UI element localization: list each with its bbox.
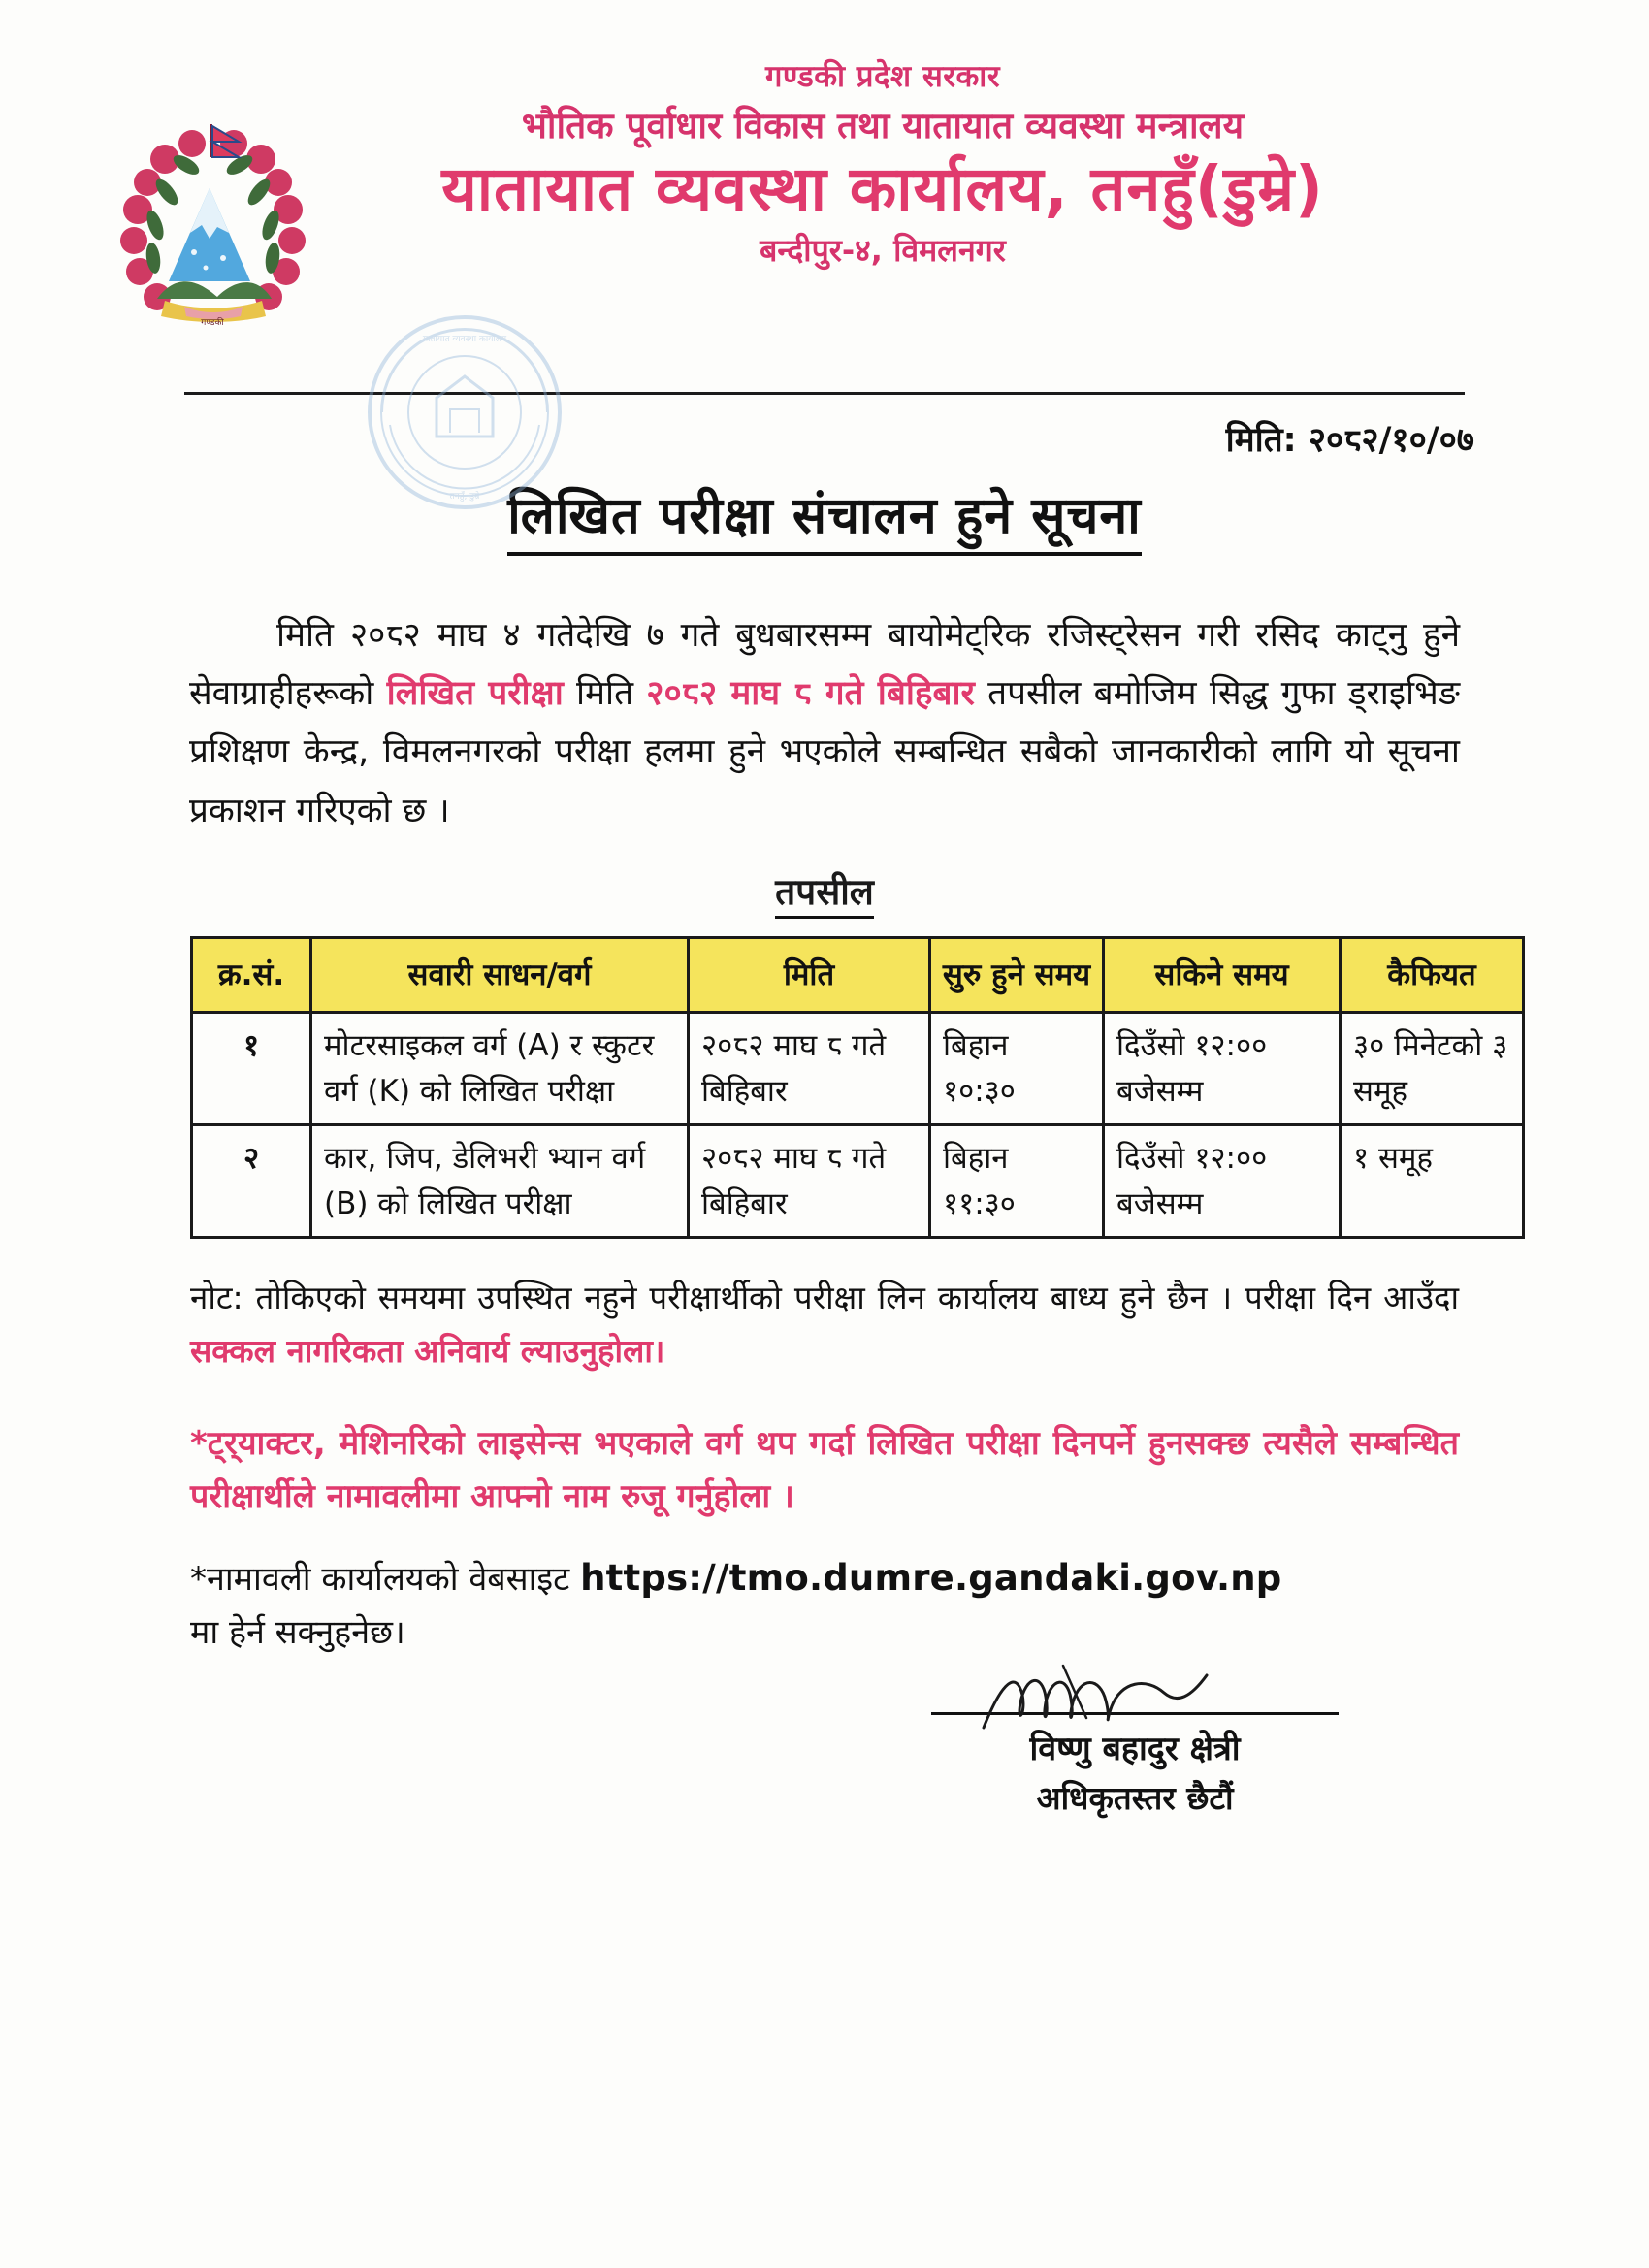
cell-vehicle: मोटरसाइकल वर्ग (A) र स्कुटर वर्ग (K) को लिखित परीक्षा xyxy=(311,1013,689,1125)
column-header-start: सुरु हुने समय xyxy=(930,937,1104,1013)
paragraph-part-1: मिति २०८२ माघ ४ गतेदेखि ७ गते बुधबारसम्म बायोमेट्रिक रजिस्ट्रेसन गरी रसिद काट्नु हुने सेवाग्राहीहरूको xyxy=(189,616,1460,714)
paragraph-part-3: तपसील बमोजिम सिद्ध गुफा ड्राइभिङ प्रशिक्षण केन्द्र, विमलनगरको परीक्षा हलमा हुने भएकोले सम्बन्धित सबैको जानकारीको लागि यो सूचना प्रकाशन गरिएको छ । xyxy=(189,674,1460,830)
signatory-name: विष्णु बहादुर क्षेत्री xyxy=(1029,1729,1241,1768)
paragraph-highlight-exam-date: २०८२ माघ ८ गते बिहिबार xyxy=(646,674,975,714)
column-header-sn: क्र.सं. xyxy=(192,937,311,1013)
note-attendance-text: नोट: तोकिएको समयमा उपस्थित नहुने परीक्षार्थीको परीक्षा लिन कार्यालय बाध्य हुने छैन । परीक्षा दिन आउँदा xyxy=(190,1279,1459,1317)
table-row xyxy=(192,1013,1524,1125)
svg-text:गण्डकी: गण्डकी xyxy=(201,318,224,328)
paragraph-part-2: मिति xyxy=(563,674,647,714)
cell-vehicle: कार, जिप, डेलिभरी भ्यान वर्ग (B) को लिखित परीक्षा xyxy=(311,1125,689,1238)
schedule-table xyxy=(190,936,1525,1240)
note-tractor-machinery: *ट्र्याक्टर, मेशिनरिको लाइसेन्स भएकाले वर्ग थप गर्दा लिखित परीक्षा दिनपर्ने हुनसक्छ त्यसैले सम्बन्धित परीक्षार्थीले नामावलीमा आफ्नो नाम रुजू गर्नुहोला । xyxy=(190,1423,1459,1516)
signature-block xyxy=(0,1712,1649,1823)
cell-remarks: ३० मिनेटको ३ समूह xyxy=(1341,1013,1524,1125)
svg-text:यातायात व्यवस्था कार्यालय: यातायात व्यवस्था कार्यालय xyxy=(422,335,507,344)
paragraph-highlight-written-exam: लिखित परीक्षा xyxy=(386,674,564,714)
cell-start: बिहान ११:३० xyxy=(930,1125,1104,1238)
table-header-row xyxy=(192,937,1524,1013)
handwritten-signature-icon xyxy=(970,1658,1222,1745)
cell-date: २०८२ माघ ८ गते बिहिबार xyxy=(689,1013,930,1125)
note-website-prefix: *नामावली कार्यालयको वेबसाइट xyxy=(190,1559,581,1599)
office-address: बन्दीपुर-४, विमलनगर xyxy=(760,231,1006,269)
nepal-government-emblem-icon xyxy=(109,116,317,330)
tapsil-heading-wrap xyxy=(0,865,1649,919)
table-body xyxy=(192,1013,1524,1238)
note-website xyxy=(190,1549,1459,1660)
table-row xyxy=(192,1125,1524,1238)
cell-sn: १ xyxy=(192,1013,311,1125)
ministry-line: भौतिक पूर्वाधार विकास तथा यातायात व्यवस्था मन्त्रालय xyxy=(521,104,1245,146)
cell-end: दिउँसो १२:०० बजेसम्म xyxy=(1104,1013,1341,1125)
table-head xyxy=(192,937,1524,1013)
date-row xyxy=(0,395,1649,462)
column-header-date: मिति xyxy=(689,937,930,1013)
column-header-end: सकिने समय xyxy=(1104,937,1341,1013)
schedule-table-wrap xyxy=(190,936,1508,1240)
signatory-post: अधिकृतस्तर छैटौं xyxy=(1036,1778,1234,1817)
tapsil-heading: तपसील xyxy=(775,865,874,919)
cell-remarks: १ समूह xyxy=(1341,1125,1524,1238)
svg-text:तनहुँ, डुम्रे: तनहुँ, डुम्रे xyxy=(449,492,480,502)
notice-title-wrap xyxy=(0,479,1649,556)
column-header-remarks: कैफियत xyxy=(1341,937,1524,1013)
cell-start: बिहान १०:३० xyxy=(930,1013,1104,1125)
cell-sn: २ xyxy=(192,1125,311,1238)
note-website-suffix: मा हेर्न सक्नुहनेछ। xyxy=(190,1613,405,1653)
note-citizenship-highlight: सक्कल नागरिकता अनिवार्य ल्याउनुहोला। xyxy=(190,1332,665,1371)
cell-end: दिउँसो १२:०० बजेसम्म xyxy=(1104,1125,1341,1238)
document-date: मिति: २०८२/१०/०७ xyxy=(1225,421,1474,460)
office-name: यातायात व्यवस्था कार्यालय, तनहुँ(डुम्रे) xyxy=(441,153,1324,224)
page-title: लिखित परीक्षा संचालन हुने सूचना xyxy=(507,479,1142,556)
note-attendance xyxy=(190,1272,1459,1378)
cell-date: २०८२ माघ ८ गते बिहिबार xyxy=(689,1125,930,1238)
website-url[interactable]: https://tmo.dumre.gandaki.gov.np xyxy=(580,1556,1282,1599)
government-line: गण्डकी प्रदेश सरकार xyxy=(764,59,1000,94)
notice-body-paragraph xyxy=(189,606,1460,840)
column-header-vehicle: सवारी साधन/वर्ग xyxy=(311,937,689,1013)
